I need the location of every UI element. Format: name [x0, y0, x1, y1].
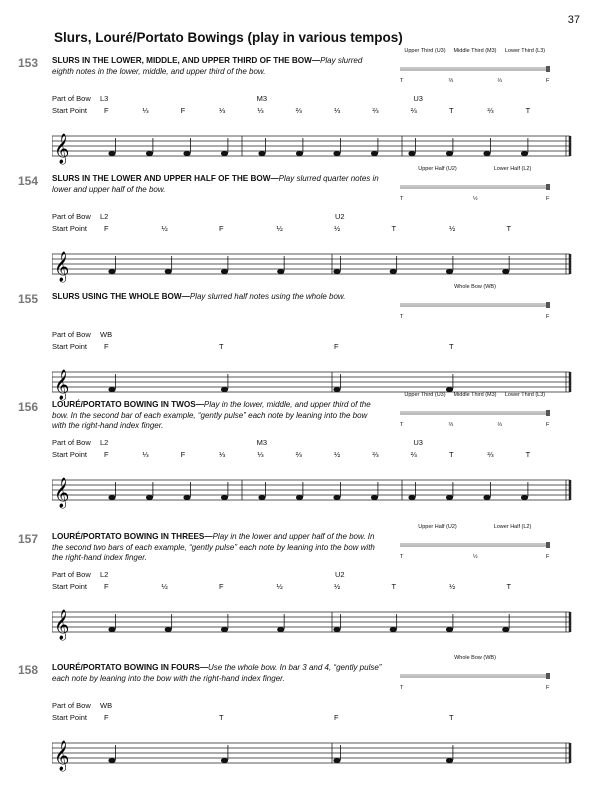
- exercise-description: Use the whole bow. In bar 3 and 4, “gently pulse” each note by leaning into the bow with the right-hand index finger.: [52, 663, 382, 683]
- start-point-marker: T: [219, 342, 224, 351]
- part-of-bow-label: Part of Bow: [52, 94, 91, 103]
- start-point-marker: F: [104, 713, 109, 722]
- exercise-description: Play in the lower and upper half of the bow. In the second two bars of each example, “gently pulse” each note by leaning into the bow with the right-hand index finger.: [52, 532, 375, 562]
- note-icon: [221, 495, 228, 500]
- start-point-marker: ⅔: [295, 450, 302, 459]
- bow-position-mark: F: [546, 422, 550, 428]
- bow-position-mark: ⅓: [497, 78, 502, 84]
- part-of-bow-marker: L2: [100, 570, 109, 579]
- note-icon: [371, 495, 378, 500]
- note-icon: [108, 151, 115, 156]
- bow-diagram: [400, 48, 550, 88]
- start-point-marker: ½: [334, 582, 341, 591]
- start-point-marker: F: [219, 582, 224, 591]
- bow-icon: [400, 410, 550, 416]
- note-icon: [296, 151, 303, 156]
- start-point-marker: F: [180, 106, 186, 115]
- exercise-block: [0, 524, 600, 652]
- exercise-description: Play slurred quarter notes in lower and upper half of the bow.: [52, 174, 379, 194]
- start-point-marker: F: [104, 342, 109, 351]
- bow-icon: [400, 542, 550, 548]
- start-point-marker: ½: [161, 224, 168, 233]
- start-point-marker: ⅔: [410, 106, 417, 115]
- note-icon: [521, 495, 528, 500]
- part-of-bow-marker: M3: [256, 94, 268, 103]
- bow-section-label: Lower Half (L2): [493, 524, 532, 530]
- exercise-number: 157: [18, 532, 39, 546]
- start-point-label: Start Point: [52, 582, 88, 591]
- start-point-marker: ⅔: [372, 450, 379, 459]
- start-point-marker: ⅔: [410, 450, 417, 459]
- start-point-marker: T: [449, 342, 454, 351]
- bow-diagram: [400, 524, 550, 564]
- part-of-bow-marker: WB: [100, 701, 113, 710]
- start-point-label: Start Point: [52, 450, 88, 459]
- part-of-bow-label: Part of Bow: [52, 330, 91, 339]
- exercise-number: 154: [18, 174, 39, 188]
- note-icon: [333, 151, 340, 156]
- note-icon: [258, 495, 265, 500]
- exercise-description: Play slurred half notes using the whole bow.: [189, 292, 346, 301]
- start-point-marker: ⅓: [257, 450, 264, 459]
- bow-section-label: Upper Third (U3): [404, 48, 446, 54]
- exercise-description: Play slurred eighth notes in the lower, middle, and upper third of the bow.: [52, 56, 363, 76]
- part-of-bow-marker: U2: [335, 212, 345, 221]
- note-icon: [108, 495, 115, 500]
- part-of-bow-marker: U3: [413, 438, 423, 447]
- exercise-title: SLURS IN THE LOWER AND UPPER HALF OF THE BOW—: [52, 174, 279, 183]
- start-point-label: Start Point: [52, 342, 88, 351]
- start-point-marker: F: [104, 224, 109, 233]
- bow-section-label: Upper Third (U3): [404, 392, 446, 398]
- start-point-marker: F: [334, 713, 339, 722]
- note-icon: [521, 151, 528, 156]
- exercise-block: [0, 166, 600, 294]
- note-icon: [221, 758, 228, 763]
- bow-position-mark: F: [546, 196, 550, 202]
- bow-position-mark: T: [400, 196, 404, 202]
- exercise-number: 156: [18, 400, 39, 414]
- part-of-bow-marker: L3: [100, 94, 109, 103]
- bow-icon: [400, 673, 550, 679]
- exercise-heading: [52, 56, 382, 77]
- bow-section-label: Whole Bow (WB): [454, 655, 496, 661]
- part-of-bow-marker: L2: [100, 212, 109, 221]
- note-icon: [146, 151, 153, 156]
- bow-section-label: Lower Half (L2): [493, 166, 532, 172]
- note-icon: [408, 495, 415, 500]
- bow-section-label: Middle Third (M3): [453, 392, 497, 398]
- start-point-marker: ½: [334, 224, 341, 233]
- part-of-bow-marker: M3: [256, 438, 268, 447]
- part-of-bow-label: Part of Bow: [52, 570, 91, 579]
- note-icon: [165, 627, 172, 632]
- note-icon: [408, 151, 415, 156]
- start-point-label: Start Point: [52, 106, 88, 115]
- note-icon: [502, 627, 509, 632]
- music-staff: [52, 126, 572, 166]
- music-staff: [52, 733, 572, 773]
- part-of-bow-marker: WB: [100, 330, 113, 339]
- note-icon: [146, 495, 153, 500]
- start-point-marker: T: [525, 106, 531, 115]
- start-point-marker: ½: [449, 582, 456, 591]
- exercise-description: Play in the lower, middle, and upper third of the bow. In the second bar of each example, “gently pulse” each note by leaning into the bow with the right-hand index finger.: [52, 400, 371, 430]
- start-point-marker: T: [449, 713, 454, 722]
- note-icon: [108, 627, 115, 632]
- treble-clef-icon: 𝄞: [54, 610, 70, 640]
- note-icon: [446, 627, 453, 632]
- bow-position-mark: T: [400, 685, 404, 691]
- start-point-marker: F: [219, 224, 224, 233]
- music-staff: [52, 602, 572, 642]
- note-icon: [277, 627, 284, 632]
- exercise-title: LOURÉ/PORTATO BOWING IN THREES—: [52, 532, 213, 541]
- exercise-heading: [52, 663, 382, 684]
- treble-clef-icon: 𝄞: [54, 370, 70, 400]
- start-point-marker: ½: [334, 450, 341, 459]
- bow-position-mark: T: [400, 78, 404, 84]
- note-icon: [446, 269, 453, 274]
- bow-diagram: [400, 166, 550, 206]
- start-point-marker: T: [506, 582, 512, 591]
- note-icon: [258, 151, 265, 156]
- bow-icon: [400, 66, 550, 72]
- part-of-bow-label: Part of Bow: [52, 701, 91, 710]
- start-point-marker: T: [525, 450, 531, 459]
- bow-diagram: [400, 392, 550, 432]
- note-icon: [333, 495, 340, 500]
- note-icon: [333, 387, 340, 392]
- bow-position-mark: F: [546, 554, 550, 560]
- treble-clef-icon: 𝄞: [54, 741, 70, 771]
- start-point-label: Start Point: [52, 713, 88, 722]
- exercise-title: LOURÉ/PORTATO BOWING IN FOURS—: [52, 663, 209, 672]
- note-icon: [483, 151, 490, 156]
- note-icon: [446, 758, 453, 763]
- start-point-marker: ½: [276, 582, 283, 591]
- exercise-block: [0, 655, 600, 783]
- start-point-marker: ⅓: [142, 450, 149, 459]
- exercise-number: 158: [18, 663, 39, 677]
- exercise-number: 155: [18, 292, 39, 306]
- exercise-heading: [52, 174, 382, 195]
- note-icon: [502, 269, 509, 274]
- note-icon: [333, 269, 340, 274]
- start-point-marker: F: [104, 106, 109, 115]
- bow-icon: [400, 302, 550, 308]
- note-icon: [221, 387, 228, 392]
- start-point-marker: ½: [276, 224, 283, 233]
- start-point-marker: ⅓: [142, 106, 149, 115]
- note-icon: [183, 151, 190, 156]
- exercise-number: 153: [18, 56, 39, 70]
- start-point-marker: ⅓: [219, 106, 226, 115]
- bow-section-label: Middle Third (M3): [453, 48, 497, 54]
- bow-position-mark: ⅔: [448, 78, 454, 84]
- exercise-title: SLURS IN THE LOWER, MIDDLE, AND UPPER THIRD OF THE BOW—: [52, 56, 321, 65]
- start-point-marker: ½: [449, 224, 456, 233]
- start-point-marker: T: [449, 450, 454, 459]
- bow-position-mark: F: [546, 685, 550, 691]
- note-icon: [221, 151, 228, 156]
- start-point-marker: ⅔: [487, 106, 494, 115]
- music-staff: [52, 470, 572, 510]
- note-icon: [390, 627, 397, 632]
- bow-section-label: Upper Half (U2): [418, 166, 457, 172]
- bow-position-mark: T: [400, 422, 404, 428]
- bow-position-mark: ⅓: [497, 422, 502, 428]
- start-point-marker: ⅔: [295, 106, 302, 115]
- note-icon: [483, 495, 490, 500]
- bow-position-mark: ½: [473, 554, 478, 560]
- bow-position-mark: T: [400, 314, 404, 320]
- bow-position-mark: F: [546, 314, 550, 320]
- start-point-marker: ⅔: [487, 450, 494, 459]
- treble-clef-icon: 𝄞: [54, 134, 70, 164]
- bow-diagram: [400, 284, 550, 324]
- bow-diagram: [400, 655, 550, 695]
- bow-section-label: Lower Third (L3): [504, 392, 546, 398]
- bow-position-mark: ⅔: [448, 422, 454, 428]
- start-point-marker: T: [449, 106, 454, 115]
- note-icon: [277, 269, 284, 274]
- bow-section-label: Whole Bow (WB): [454, 284, 496, 290]
- note-icon: [333, 627, 340, 632]
- treble-clef-icon: 𝄞: [54, 252, 70, 282]
- start-point-marker: ½: [161, 582, 168, 591]
- note-icon: [108, 269, 115, 274]
- treble-clef-icon: 𝄞: [54, 478, 70, 508]
- start-point-marker: ⅓: [334, 106, 341, 115]
- start-point-marker: T: [391, 224, 397, 233]
- note-icon: [183, 495, 190, 500]
- part-of-bow-marker: L2: [100, 438, 109, 447]
- note-icon: [108, 758, 115, 763]
- note-icon: [108, 387, 115, 392]
- note-icon: [165, 269, 172, 274]
- exercise-block: [0, 392, 600, 520]
- start-point-marker: F: [104, 582, 109, 591]
- bow-section-label: Upper Half (U2): [418, 524, 457, 530]
- start-point-marker: ⅓: [219, 450, 226, 459]
- bow-section-label: Lower Third (L3): [504, 48, 546, 54]
- bow-position-mark: T: [400, 554, 404, 560]
- part-of-bow-marker: U2: [335, 570, 345, 579]
- part-of-bow-marker: U3: [413, 94, 423, 103]
- start-point-label: Start Point: [52, 224, 88, 233]
- exercise-heading: [52, 532, 382, 564]
- note-icon: [390, 269, 397, 274]
- exercise-heading: [52, 400, 382, 432]
- part-of-bow-label: Part of Bow: [52, 438, 91, 447]
- note-icon: [221, 627, 228, 632]
- note-icon: [371, 151, 378, 156]
- start-point-marker: T: [391, 582, 397, 591]
- bow-position-mark: F: [546, 78, 550, 84]
- note-icon: [446, 495, 453, 500]
- exercise-title: SLURS USING THE WHOLE BOW—: [52, 292, 190, 301]
- exercise-title: LOURÉ/PORTATO BOWING IN TWOS—: [52, 400, 204, 409]
- note-icon: [446, 151, 453, 156]
- start-point-marker: ⅔: [372, 106, 379, 115]
- exercise-block: [0, 48, 600, 176]
- page-title: Slurs, Louré/Portato Bowings (play in various tempos): [54, 30, 403, 45]
- start-point-marker: T: [219, 713, 224, 722]
- note-icon: [296, 495, 303, 500]
- start-point-marker: F: [180, 450, 186, 459]
- bow-icon: [400, 184, 550, 190]
- start-point-marker: ⅓: [257, 106, 264, 115]
- start-point-marker: F: [104, 450, 109, 459]
- note-icon: [221, 269, 228, 274]
- exercise-heading: [52, 292, 382, 303]
- start-point-marker: F: [334, 342, 339, 351]
- music-staff: [52, 244, 572, 284]
- start-point-marker: T: [506, 224, 512, 233]
- note-icon: [333, 758, 340, 763]
- part-of-bow-label: Part of Bow: [52, 212, 91, 221]
- page-number: 37: [567, 14, 580, 26]
- bow-position-mark: ½: [473, 196, 478, 202]
